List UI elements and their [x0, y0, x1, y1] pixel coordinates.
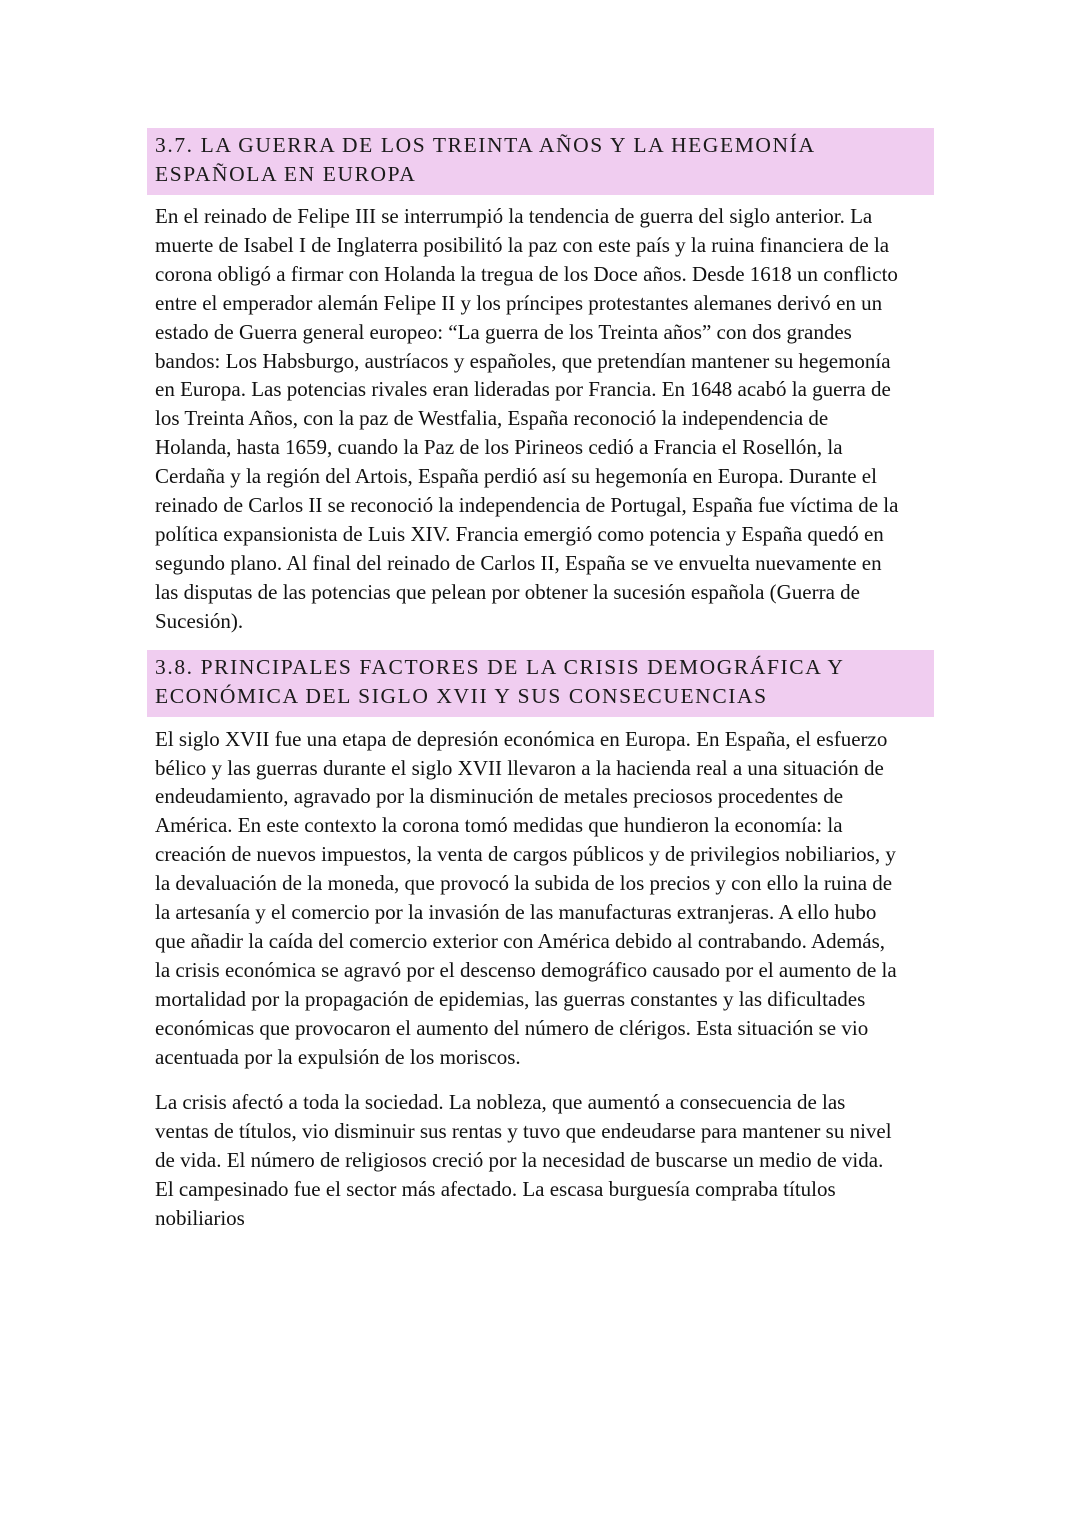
text-line: en Europa. Las potencias rivales eran lideradas por Francia. En 1648 acabó la guerra de	[155, 377, 891, 402]
document-page	[147, 128, 934, 1233]
text-line: política expansionista de Luis XIV. Francia emergió como potencia y España quedó en	[155, 521, 884, 546]
text-line: los Treinta Años, con la paz de Westfalia, España reconoció la independencia de	[155, 406, 829, 431]
text-line: corona obligó a firmar con Holanda la tregua de los Doce años. Desde 1618 un conflicto	[155, 261, 898, 286]
text-line: El siglo XVII fue una etapa de depresión económica en Europa. En España, el esfuerzo	[155, 726, 888, 751]
text-line: mortalidad por la propagación de epidemias, las guerras constantes y las dificultades	[155, 986, 866, 1011]
text-line: La crisis afectó a toda la sociedad. La nobleza, que aumentó a consecuencia de las	[155, 1090, 846, 1115]
text-line: endeudamiento, agravado por la disminución de metales preciosos procedentes de	[155, 784, 844, 809]
text-line: la artesanía y el comercio por la invasión de las manufacturas extranjeras. A ello hubo	[155, 900, 877, 925]
text-line: Sucesión).	[155, 608, 244, 633]
text-line: muerte de Isabel I de Inglaterra posibilitó la paz con este país y la ruina financiera de la	[155, 232, 890, 257]
text-line: creación de nuevos impuestos, la venta de cargos públicos y de privilegios nobiliarios, y	[155, 842, 896, 867]
text-line: la crisis económica se agravó por el descenso demográfico causado por el aumento de la	[155, 957, 897, 982]
text-line: que añadir la caída del comercio exterior con América debido al contrabando. Además,	[155, 928, 886, 953]
text-line: entre el emperador alemán Felipe II y los príncipes protestantes alemanes derivó en un	[155, 290, 883, 315]
text-line: bandos: Los Habsburgo, austríacos y españoles, que pretendían mantener su hegemonía	[155, 348, 891, 373]
text-line: bélico y las guerras durante el siglo XVII llevaron a la hacienda real a una situación de	[155, 755, 884, 780]
section-heading-3-8	[147, 650, 934, 717]
text-line: segundo plano. Al final del reinado de Carlos II, España se ve envuelta nuevamente en	[155, 550, 882, 575]
text-line: reinado de Carlos II se reconoció la independencia de Portugal, España fue víctima de la	[155, 493, 899, 518]
text-line: ventas de títulos, vio disminuir sus rentas y tuvo que endeudarse para mantener su nivel	[155, 1119, 892, 1144]
heading-line: ECONÓMICA DEL SIGLO XVII Y SUS CONSECUENCIAS	[155, 683, 768, 708]
text-line: de vida. El número de religiosos creció por la necesidad de buscarse un medio de vida.	[155, 1148, 884, 1173]
text-line: El campesinado fue el sector más afectado. La escasa burguesía compraba títulos	[155, 1177, 836, 1202]
section-3-7-paragraph	[147, 202, 934, 636]
text-line: las disputas de las potencias que pelean por obtener la sucesión española (Guerra de	[155, 579, 860, 604]
text-line: Holanda, hasta 1659, cuando la Paz de los Pirineos cedió a Francia el Rosellón, la	[155, 435, 843, 460]
text-line: En el reinado de Felipe III se interrumpió la tendencia de guerra del siglo anterior. La	[155, 204, 873, 228]
text-line: Cerdaña y la región del Artois, España perdió así su hegemonía en Europa. Durante el	[155, 464, 877, 489]
section-3-8-paragraph-1	[147, 725, 934, 1072]
text-line: la devaluación de la moneda, que provocó la subida de los precios y con ello la ruina de	[155, 871, 893, 896]
heading-line: ESPAÑOLA EN EUROPA	[155, 162, 417, 186]
text-line: estado de Guerra general europeo: “La guerra de los Treinta años” con dos grandes	[155, 319, 852, 344]
text-line: América. En este contexto la corona tomó medidas que hundieron la economía: la	[155, 813, 843, 838]
section-heading-3-7	[147, 128, 934, 195]
text-line: económicas que provocaron el aumento del número de clérigos. Esta situación se vio	[155, 1015, 869, 1040]
text-line: nobiliarios	[155, 1206, 245, 1231]
heading-line: 3.7. LA GUERRA DE LOS TREINTA AÑOS Y LA HEGEMONÍA	[155, 133, 816, 157]
heading-line: 3.8. PRINCIPALES FACTORES DE LA CRISIS DEMOGRÁFICA Y	[155, 654, 845, 679]
text-line: acentuada por la expulsión de los moriscos.	[155, 1044, 521, 1069]
section-3-8-paragraph-2	[147, 1088, 934, 1233]
